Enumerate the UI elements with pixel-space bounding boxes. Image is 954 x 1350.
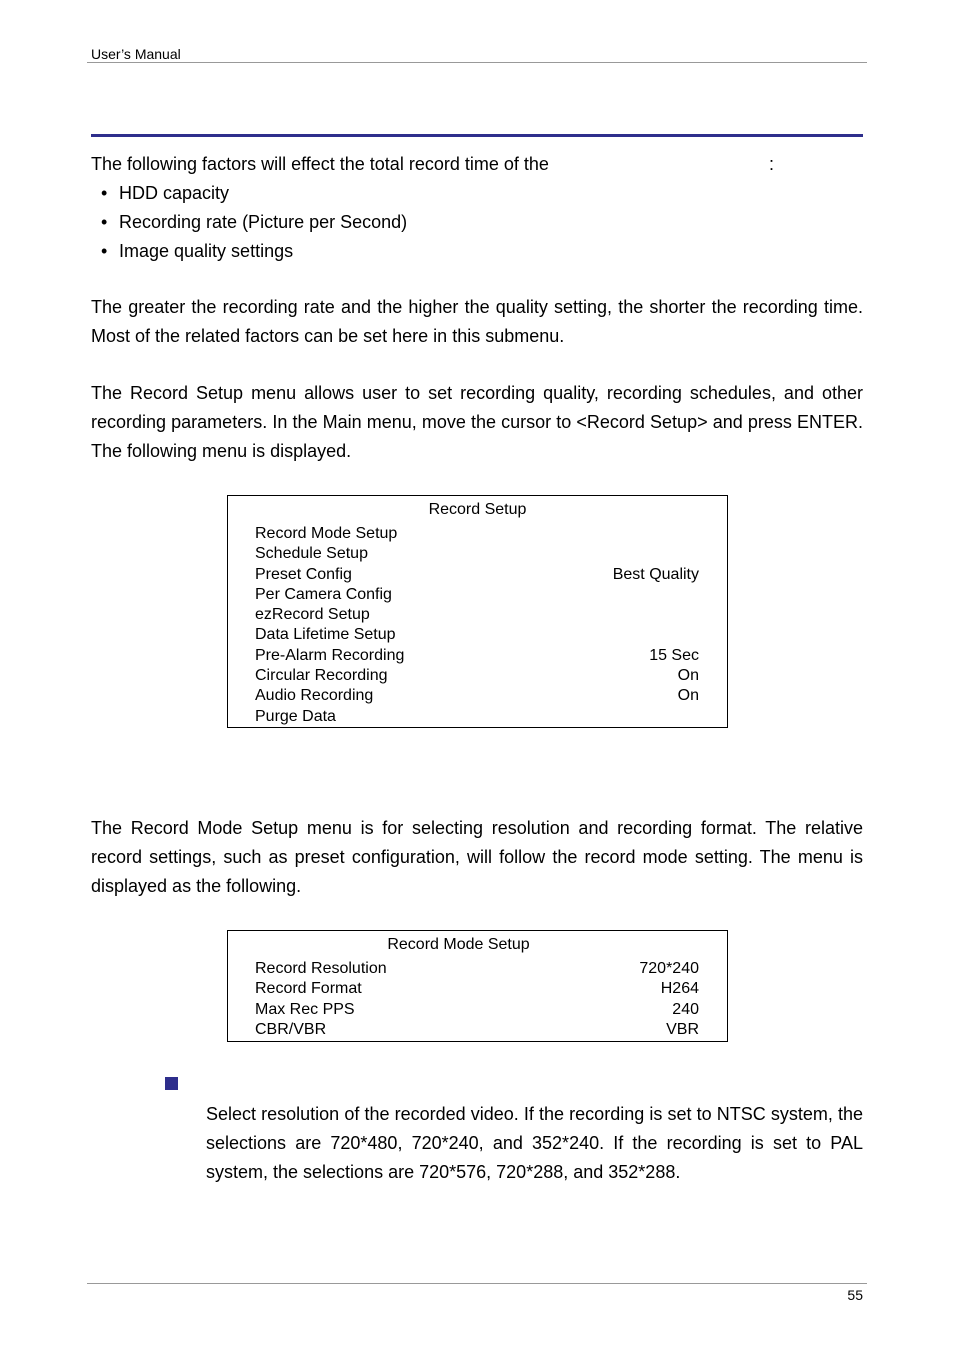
bullet-dot-icon: •	[101, 183, 108, 203]
running-header: User’s Manual	[91, 46, 181, 62]
header-divider	[87, 62, 867, 63]
list-item: • HDD capacity	[91, 179, 407, 208]
menu-item-record-format[interactable]: Record Format H264	[255, 980, 699, 998]
page-number: 55	[847, 1287, 863, 1303]
menu-title: Record Setup	[428, 501, 527, 518]
menu-item-record-mode-setup[interactable]: Record Mode Setup	[255, 525, 398, 542]
menu-item-data-lifetime-setup[interactable]: Data Lifetime Setup	[255, 626, 396, 644]
menu-item-circular-recording[interactable]: Circular Recording On	[255, 667, 699, 685]
menu-item-ezrecord-setup[interactable]: ezRecord Setup	[255, 606, 370, 624]
footer-divider	[87, 1283, 867, 1284]
menu-item-max-rec-pps[interactable]: Max Rec PPS 240	[255, 1000, 699, 1018]
bullet-dot-icon: •	[101, 212, 108, 232]
square-bullet-icon	[165, 1077, 178, 1090]
menu-title: Record Mode Setup	[387, 936, 530, 953]
list-item: • Recording rate (Picture per Second)	[91, 208, 407, 237]
intro-text: The following factors will effect the total record time of the	[91, 154, 549, 174]
menu-item-per-camera-config[interactable]: Per Camera Config	[255, 585, 392, 603]
paragraph-record-mode: The Record Mode Setup menu is for selecting resolution and recording format. The relative record settings, such as preset configuration, will follow the record mode setting. The menu is displayed as the following.	[91, 818, 863, 896]
menu-item-record-resolution[interactable]: Record Resolution 720*240	[255, 960, 699, 977]
menu-item-pre-alarm-recording[interactable]: Pre-Alarm Recording 15 Sec	[255, 646, 699, 664]
record-mode-setup-menu	[227, 930, 728, 1042]
menu-item-audio-recording[interactable]: Audio Recording On	[255, 687, 699, 705]
menu-item-schedule-setup[interactable]: Schedule Setup	[255, 545, 368, 563]
record-setup-menu	[227, 495, 728, 728]
factor-list	[91, 179, 407, 266]
bullet-dot-icon: •	[101, 241, 108, 261]
menu-item-preset-config[interactable]: Preset Config Best Quality	[255, 565, 699, 583]
list-item: • Image quality settings	[91, 237, 407, 266]
section-divider	[91, 134, 863, 137]
paragraph-record-setup: The Record Setup menu allows user to set recording quality, recording schedules, and other recording parameters. In the Main menu, move the cursor to <Record Setup> and press ENTER. The following menu is displayed.	[91, 383, 863, 461]
intro-colon: :	[769, 154, 775, 174]
menu-item-cbr-vbr[interactable]: CBR/VBR VBR	[255, 1020, 699, 1038]
paragraph-record-time: The greater the recording rate and the higher the quality setting, the shorter the recording time. Most of the related factors can be set here in this submenu.	[91, 297, 863, 346]
menu-item-purge-data[interactable]: Purge Data	[255, 707, 336, 725]
paragraph-resolution: Select resolution of the recorded video. If the recording is set to NTSC system, the selections are 720*480, 720*240, and 352*240. If the recording is set to PAL system, the selections are 720*576, 720*288, and 352*288.	[206, 1104, 863, 1182]
